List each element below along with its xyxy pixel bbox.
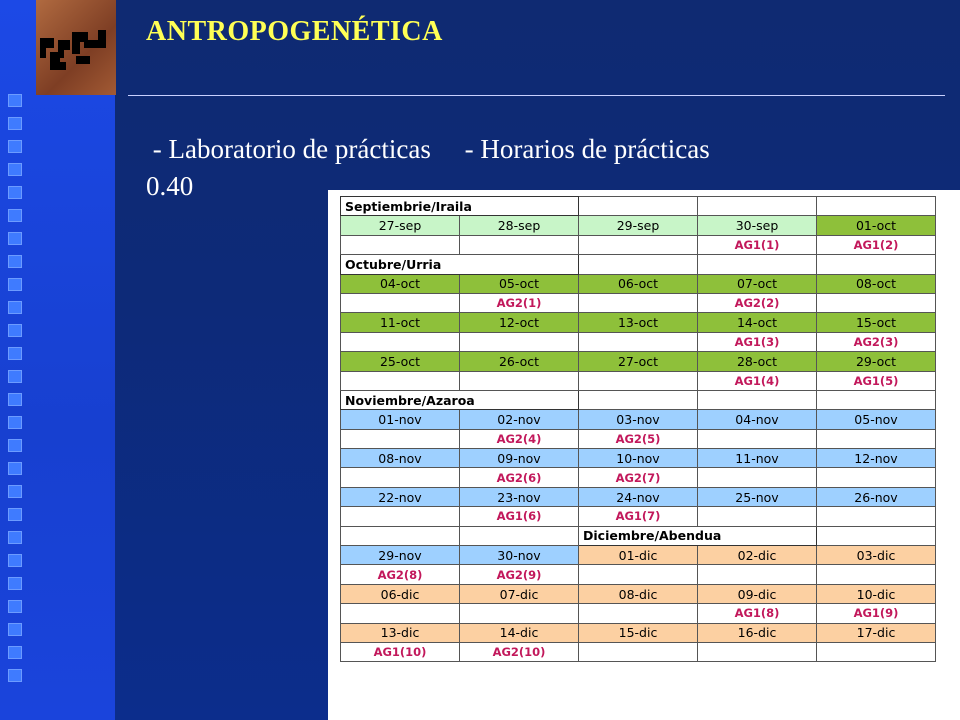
empty-cell	[341, 604, 460, 623]
table-row	[341, 332, 936, 351]
date-cell: 29-nov	[341, 546, 460, 565]
schedule-panel	[328, 190, 960, 720]
group-cell: AG2(6)	[460, 468, 579, 487]
empty-cell	[817, 293, 936, 312]
date-cell: 30-sep	[698, 216, 817, 235]
date-cell: 26-oct	[460, 352, 579, 371]
date-cell: 15-oct	[817, 313, 936, 332]
empty-cell	[698, 468, 817, 487]
date-cell: 27-sep	[341, 216, 460, 235]
date-cell: 06-dic	[341, 584, 460, 603]
date-cell: 01-dic	[579, 546, 698, 565]
logo-mark-icon	[36, 0, 116, 95]
empty-cell	[817, 390, 936, 409]
date-cell: 09-dic	[698, 584, 817, 603]
table-row	[341, 604, 936, 623]
table-row	[341, 584, 936, 603]
date-cell: 08-oct	[817, 274, 936, 293]
date-cell: 26-nov	[817, 487, 936, 506]
table-row	[341, 468, 936, 487]
schedule-table	[340, 196, 936, 662]
empty-cell	[341, 526, 460, 545]
date-cell: 02-nov	[460, 410, 579, 429]
empty-cell	[341, 332, 460, 351]
group-cell: AG2(9)	[460, 565, 579, 584]
table-row	[341, 255, 936, 274]
group-cell: AG1(10)	[341, 642, 460, 661]
date-cell: 01-oct	[817, 216, 936, 235]
empty-cell	[460, 526, 579, 545]
date-cell: 05-nov	[817, 410, 936, 429]
empty-cell	[698, 390, 817, 409]
date-cell: 13-dic	[341, 623, 460, 642]
date-cell: 15-dic	[579, 623, 698, 642]
empty-cell	[460, 604, 579, 623]
date-cell: 24-nov	[579, 487, 698, 506]
empty-cell	[460, 371, 579, 390]
date-cell: 07-dic	[460, 584, 579, 603]
table-row	[341, 642, 936, 661]
date-cell: 06-oct	[579, 274, 698, 293]
date-cell: 10-dic	[817, 584, 936, 603]
empty-cell	[579, 255, 698, 274]
table-row	[341, 429, 936, 448]
empty-cell	[698, 507, 817, 526]
group-cell: AG2(1)	[460, 293, 579, 312]
empty-cell	[579, 235, 698, 254]
month-header: Diciembre/Abendua	[579, 526, 817, 545]
date-cell: 12-nov	[817, 449, 936, 468]
empty-cell	[579, 390, 698, 409]
group-cell: AG2(5)	[579, 429, 698, 448]
date-cell: 07-oct	[698, 274, 817, 293]
empty-cell	[698, 255, 817, 274]
table-row	[341, 623, 936, 642]
empty-cell	[579, 197, 698, 216]
group-cell: AG1(2)	[817, 235, 936, 254]
page-title: ANTROPOGENÉTICA	[146, 16, 443, 47]
group-cell: AG2(2)	[698, 293, 817, 312]
date-cell: 09-nov	[460, 449, 579, 468]
decorative-squares	[8, 94, 22, 692]
date-cell: 14-oct	[698, 313, 817, 332]
group-cell: AG1(8)	[698, 604, 817, 623]
table-row	[341, 410, 936, 429]
empty-cell	[460, 332, 579, 351]
table-row	[341, 526, 936, 545]
empty-cell	[579, 604, 698, 623]
title-divider	[128, 95, 945, 96]
group-cell: AG2(3)	[817, 332, 936, 351]
group-cell: AG1(4)	[698, 371, 817, 390]
group-cell: AG1(1)	[698, 235, 817, 254]
table-row	[341, 390, 936, 409]
table-row	[341, 197, 936, 216]
date-cell: 12-oct	[460, 313, 579, 332]
subtitle	[146, 134, 710, 165]
group-cell: AG1(3)	[698, 332, 817, 351]
empty-cell	[579, 642, 698, 661]
date-cell: 03-nov	[579, 410, 698, 429]
table-row	[341, 546, 936, 565]
table-row	[341, 449, 936, 468]
empty-cell	[341, 429, 460, 448]
table-row	[341, 565, 936, 584]
empty-cell	[698, 197, 817, 216]
date-cell: 04-oct	[341, 274, 460, 293]
university-logo	[36, 0, 116, 95]
date-cell: 27-oct	[579, 352, 698, 371]
empty-cell	[698, 642, 817, 661]
empty-cell	[817, 565, 936, 584]
table-row	[341, 216, 936, 235]
empty-cell	[579, 565, 698, 584]
date-cell: 11-nov	[698, 449, 817, 468]
empty-cell	[341, 507, 460, 526]
date-cell: 01-nov	[341, 410, 460, 429]
group-cell: AG1(9)	[817, 604, 936, 623]
month-header: Septiembrie/Iraila	[341, 197, 579, 216]
date-cell: 02-dic	[698, 546, 817, 565]
date-cell: 11-oct	[341, 313, 460, 332]
date-cell: 25-nov	[698, 487, 817, 506]
date-cell: 08-dic	[579, 584, 698, 603]
empty-cell	[341, 235, 460, 254]
month-header: Octubre/Urria	[341, 255, 579, 274]
subtitle-line2: 0.40	[146, 171, 194, 201]
date-cell: 05-oct	[460, 274, 579, 293]
date-cell: 28-oct	[698, 352, 817, 371]
month-header: Noviembre/Azaroa	[341, 390, 579, 409]
empty-cell	[579, 293, 698, 312]
group-cell: AG1(7)	[579, 507, 698, 526]
table-row	[341, 371, 936, 390]
group-cell: AG2(8)	[341, 565, 460, 584]
date-cell: 13-oct	[579, 313, 698, 332]
date-cell: 03-dic	[817, 546, 936, 565]
group-cell: AG1(6)	[460, 507, 579, 526]
empty-cell	[698, 429, 817, 448]
date-cell: 29-sep	[579, 216, 698, 235]
date-cell: 14-dic	[460, 623, 579, 642]
empty-cell	[817, 255, 936, 274]
table-row	[341, 487, 936, 506]
empty-cell	[341, 371, 460, 390]
date-cell: 25-oct	[341, 352, 460, 371]
empty-cell	[817, 526, 936, 545]
subtitle-item-lab: - Laboratorio de prácticas	[146, 134, 431, 164]
date-cell: 29-oct	[817, 352, 936, 371]
empty-cell	[460, 235, 579, 254]
date-cell: 08-nov	[341, 449, 460, 468]
table-row	[341, 313, 936, 332]
empty-cell	[341, 293, 460, 312]
table-row	[341, 274, 936, 293]
date-cell: 10-nov	[579, 449, 698, 468]
table-row	[341, 293, 936, 312]
empty-cell	[341, 468, 460, 487]
empty-cell	[698, 565, 817, 584]
group-cell: AG2(4)	[460, 429, 579, 448]
table-row	[341, 352, 936, 371]
group-cell: AG2(10)	[460, 642, 579, 661]
empty-cell	[817, 429, 936, 448]
table-row	[341, 507, 936, 526]
date-cell: 22-nov	[341, 487, 460, 506]
date-cell: 04-nov	[698, 410, 817, 429]
date-cell: 23-nov	[460, 487, 579, 506]
table-row	[341, 235, 936, 254]
date-cell: 28-sep	[460, 216, 579, 235]
group-cell: AG2(7)	[579, 468, 698, 487]
date-cell: 30-nov	[460, 546, 579, 565]
date-cell: 16-dic	[698, 623, 817, 642]
group-cell: AG1(5)	[817, 371, 936, 390]
empty-cell	[579, 332, 698, 351]
empty-cell	[817, 642, 936, 661]
empty-cell	[817, 507, 936, 526]
subtitle-item-schedule: - Horarios de prácticas	[464, 134, 710, 164]
empty-cell	[579, 371, 698, 390]
date-cell: 17-dic	[817, 623, 936, 642]
empty-cell	[817, 197, 936, 216]
empty-cell	[817, 468, 936, 487]
